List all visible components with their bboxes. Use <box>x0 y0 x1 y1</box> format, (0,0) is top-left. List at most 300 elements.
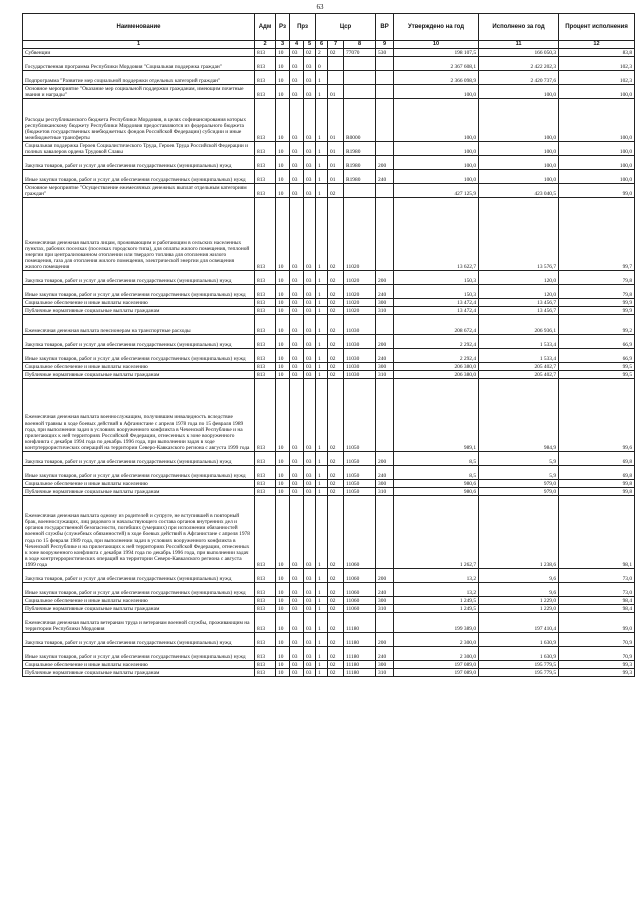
prz-sub-code: 03 <box>304 488 316 496</box>
approved-amount: 13,2 <box>394 569 479 583</box>
prz-sub-code: 03 <box>304 142 316 156</box>
column-number: 11 <box>479 41 559 49</box>
approved-amount: 980,6 <box>394 480 479 488</box>
execution-percent: 69,8 <box>559 452 635 466</box>
adm-code: 813 <box>255 633 276 647</box>
csr-program-code: 1 <box>316 661 328 669</box>
table-row <box>23 480 635 488</box>
execution-percent: 102,3 <box>559 71 635 85</box>
prz-sub-code: 03 <box>304 371 316 379</box>
csr-program-code: 1 <box>316 452 328 466</box>
csr-direction-code <box>344 57 376 71</box>
vr-code <box>376 379 394 452</box>
row-name: Субвенции <box>23 49 255 57</box>
prz-code: 03 <box>290 669 304 677</box>
execution-percent: 99,7 <box>559 198 635 271</box>
rz-code: 10 <box>276 142 290 156</box>
vr-code: 240 <box>376 647 394 661</box>
prz-code: 03 <box>290 452 304 466</box>
adm-code: 813 <box>255 170 276 184</box>
table-row <box>23 669 635 677</box>
executed-amount: 120,0 <box>479 285 559 299</box>
prz-code: 03 <box>290 315 304 335</box>
csr-program-code: 1 <box>316 142 328 156</box>
header-rz: Рз <box>276 14 290 41</box>
csr-direction-code: 11180 <box>344 647 376 661</box>
table-row <box>23 99 635 142</box>
prz-sub-code: 03 <box>304 71 316 85</box>
rz-code: 10 <box>276 466 290 480</box>
column-number: 3 <box>276 41 290 49</box>
adm-code: 813 <box>255 569 276 583</box>
page-number: 63 <box>316 3 324 11</box>
prz-code: 03 <box>290 299 304 307</box>
executed-amount: 205 402,7 <box>479 363 559 371</box>
rz-code: 10 <box>276 71 290 85</box>
csr-event-code: 01 <box>328 156 344 170</box>
csr-direction-code: 11050 <box>344 480 376 488</box>
approved-amount: 980,6 <box>394 488 479 496</box>
column-number: 9 <box>376 41 394 49</box>
csr-event-code: 02 <box>328 349 344 363</box>
csr-event-code: 02 <box>328 496 344 569</box>
csr-event-code: 02 <box>328 452 344 466</box>
row-name: Публичные нормативные социальные выплаты гражданам <box>23 605 255 613</box>
vr-code: 310 <box>376 605 394 613</box>
csr-direction-code: 11060 <box>344 496 376 569</box>
executed-amount: 1 229,0 <box>479 597 559 605</box>
execution-percent: 99,3 <box>559 669 635 677</box>
row-name: Закупка товаров, работ и услуг для обеспечения государственных (муниципальных) нужд <box>23 271 255 285</box>
csr-direction-code: 11020 <box>344 285 376 299</box>
header-adm: Адм <box>255 14 276 41</box>
csr-program-code: 1 <box>316 480 328 488</box>
vr-code: 240 <box>376 285 394 299</box>
approved-amount: 100,0 <box>394 99 479 142</box>
table-row <box>23 613 635 633</box>
csr-program-code: 1 <box>316 488 328 496</box>
csr-direction-code: 11030 <box>344 371 376 379</box>
header-vr: ВР <box>376 14 394 41</box>
execution-percent: 99,0 <box>559 613 635 633</box>
executed-amount: 1 533,4 <box>479 349 559 363</box>
rz-code: 10 <box>276 583 290 597</box>
approved-amount: 2 300,0 <box>394 647 479 661</box>
csr-program-code: 1 <box>316 315 328 335</box>
prz-sub-code: 03 <box>304 633 316 647</box>
csr-event-code: 02 <box>328 379 344 452</box>
approved-amount: 2 300,0 <box>394 633 479 647</box>
csr-direction-code: R1980 <box>344 142 376 156</box>
table-row <box>23 349 635 363</box>
vr-code <box>376 613 394 633</box>
executed-amount: 195 779,5 <box>479 669 559 677</box>
csr-event-code: 02 <box>328 488 344 496</box>
rz-code: 10 <box>276 597 290 605</box>
csr-event-code: 02 <box>328 605 344 613</box>
prz-code: 03 <box>290 597 304 605</box>
execution-percent: 66,9 <box>559 335 635 349</box>
prz-sub-code: 03 <box>304 613 316 633</box>
execution-percent: 100,0 <box>559 170 635 184</box>
csr-direction-code <box>344 85 376 99</box>
rz-code: 10 <box>276 480 290 488</box>
prz-sub-code: 03 <box>304 583 316 597</box>
row-name: Закупка товаров, работ и услуг для обеспечения государственных (муниципальных) нужд <box>23 156 255 170</box>
column-number: 5 <box>304 41 316 49</box>
csr-direction-code: 11060 <box>344 583 376 597</box>
row-name: Закупка товаров, работ и услуг для обеспечения государственных (муниципальных) нужд <box>23 633 255 647</box>
approved-amount: 2 367 608,1 <box>394 57 479 71</box>
prz-code: 03 <box>290 496 304 569</box>
table-row <box>23 605 635 613</box>
executed-amount: 9,6 <box>479 569 559 583</box>
row-name: Ежемесячная денежная выплата лицам, проживающим и работающим в сельских населенных пунктах, рабочих поселках (поселках городского типа), для оплаты жилого помещения, теплоной энергии при централизованном отоплении или твердого топлива для отопления жилого помещения, газа для отопления жилого помещения, электрической энергии для освещения жилого помещения <box>23 198 255 271</box>
csr-program-code: 1 <box>316 633 328 647</box>
prz-code: 03 <box>290 661 304 669</box>
csr-event-code: 02 <box>328 669 344 677</box>
vr-code <box>376 184 394 198</box>
row-name: Социальное обеспечение и иные выплаты населению <box>23 480 255 488</box>
execution-percent: 70,9 <box>559 647 635 661</box>
row-name: Социальное обеспечение и иные выплаты населению <box>23 363 255 371</box>
prz-sub-code: 03 <box>304 363 316 371</box>
csr-program-code: 1 <box>316 613 328 633</box>
prz-code: 03 <box>290 170 304 184</box>
vr-code <box>376 496 394 569</box>
execution-percent: 70,9 <box>559 633 635 647</box>
adm-code: 813 <box>255 371 276 379</box>
prz-code: 03 <box>290 633 304 647</box>
vr-code: 300 <box>376 661 394 669</box>
budget-table <box>22 13 635 677</box>
rz-code: 10 <box>276 198 290 271</box>
csr-direction-code: 11180 <box>344 613 376 633</box>
execution-percent: 98,4 <box>559 597 635 605</box>
table-row <box>23 307 635 315</box>
executed-amount: 195 779,5 <box>479 661 559 669</box>
vr-code: 200 <box>376 156 394 170</box>
executed-amount: 1 533,4 <box>479 335 559 349</box>
table-row <box>23 198 635 271</box>
rz-code: 10 <box>276 184 290 198</box>
adm-code: 813 <box>255 605 276 613</box>
executed-amount: 9,6 <box>479 583 559 597</box>
csr-direction-code: 11180 <box>344 661 376 669</box>
table-row <box>23 371 635 379</box>
adm-code: 813 <box>255 379 276 452</box>
adm-code: 813 <box>255 335 276 349</box>
csr-program-code: 1 <box>316 170 328 184</box>
rz-code: 10 <box>276 271 290 285</box>
csr-event-code: 02 <box>328 299 344 307</box>
table-row <box>23 488 635 496</box>
csr-event-code: 02 <box>328 633 344 647</box>
execution-percent: 69,8 <box>559 466 635 480</box>
approved-amount: 100,0 <box>394 170 479 184</box>
prz-sub-code: 03 <box>304 335 316 349</box>
adm-code: 813 <box>255 669 276 677</box>
row-name: Социальная поддержка Героев Социалистического Труда, Героев Труда Российской Федерации и полных кавалеров ордена Трудовой Славы <box>23 142 255 156</box>
vr-code: 200 <box>376 335 394 349</box>
prz-code: 03 <box>290 307 304 315</box>
executed-amount: 1 630,9 <box>479 647 559 661</box>
rz-code: 10 <box>276 99 290 142</box>
approved-amount: 8,5 <box>394 466 479 480</box>
row-name: Ежемесячная денежная выплата одному из родителей и супруге, не вступившей в повторный брак, военнослужащих, лиц рядового и начальствующего состава органов внутренних дел и органов государственной безопасности, погибших (умерших) при исполнении обязанностей военной службы (служебных обязанностей) в ходе боевых действий в Афганистане с апреля 1978 года по 15 февраля 1989 года, при выполнении задач в условиях вооруженного конфликта в Чеченской Республике и на прилегающих к ней территориях Российской Федерации, отнесенных к зоне вооруженного конфликта с декабря 1994 года по декабрь 1996 года, при выполнении задач в ходе контртеррористических операций на территории Северо-Кавказского региона с августа 1999 года <box>23 496 255 569</box>
vr-code: 530 <box>376 49 394 57</box>
approved-amount: 427 125,9 <box>394 184 479 198</box>
row-name: Иные закупки товаров, работ и услуг для обеспечения государственных (муниципальных) нужд <box>23 349 255 363</box>
prz-sub-code: 03 <box>304 170 316 184</box>
executed-amount: 1 229,0 <box>479 605 559 613</box>
csr-direction-code: 11020 <box>344 198 376 271</box>
executed-amount: 13 456,7 <box>479 299 559 307</box>
prz-code: 03 <box>290 156 304 170</box>
table-row <box>23 633 635 647</box>
vr-code: 200 <box>376 569 394 583</box>
approved-amount: 1 249,5 <box>394 597 479 605</box>
executed-amount: 100,0 <box>479 85 559 99</box>
prz-sub-code: 03 <box>304 349 316 363</box>
row-name: Социальное обеспечение и иные выплаты населению <box>23 299 255 307</box>
approved-amount: 198 107,5 <box>394 49 479 57</box>
prz-code: 03 <box>290 198 304 271</box>
column-number: 6 <box>316 41 328 49</box>
executed-amount: 2 420 737,6 <box>479 71 559 85</box>
executed-amount: 206 936,1 <box>479 315 559 335</box>
row-name: Социальное обеспечение и иные выплаты населению <box>23 597 255 605</box>
csr-direction-code: 11060 <box>344 605 376 613</box>
prz-code: 03 <box>290 57 304 71</box>
rz-code: 10 <box>276 335 290 349</box>
prz-sub-code: 03 <box>304 480 316 488</box>
adm-code: 813 <box>255 99 276 142</box>
csr-program-code: 1 <box>316 647 328 661</box>
approved-amount: 197 089,0 <box>394 661 479 669</box>
executed-amount: 13 576,7 <box>479 198 559 271</box>
csr-direction-code: 11030 <box>344 335 376 349</box>
prz-sub-code: 03 <box>304 285 316 299</box>
csr-event-code: 02 <box>328 661 344 669</box>
csr-event-code: 02 <box>328 335 344 349</box>
csr-direction-code: 11020 <box>344 271 376 285</box>
table-row <box>23 142 635 156</box>
execution-percent: 100,0 <box>559 99 635 142</box>
csr-program-code: 1 <box>316 569 328 583</box>
table-row <box>23 661 635 669</box>
prz-code: 03 <box>290 583 304 597</box>
csr-program-code: 1 <box>316 597 328 605</box>
adm-code: 813 <box>255 271 276 285</box>
csr-direction-code <box>344 184 376 198</box>
table-row <box>23 452 635 466</box>
prz-sub-code: 03 <box>304 379 316 452</box>
adm-code: 813 <box>255 466 276 480</box>
column-number-row <box>23 41 635 49</box>
prz-sub-code: 03 <box>304 99 316 142</box>
header-row <box>23 14 635 41</box>
csr-program-code: 1 <box>316 156 328 170</box>
execution-percent: 99,2 <box>559 315 635 335</box>
prz-sub-code: 03 <box>304 184 316 198</box>
csr-program-code: 1 <box>316 371 328 379</box>
vr-code: 300 <box>376 299 394 307</box>
header-percent: Процент исполнения <box>559 14 635 41</box>
csr-program-code: 1 <box>316 307 328 315</box>
execution-percent: 99,5 <box>559 363 635 371</box>
vr-code <box>376 85 394 99</box>
rz-code: 10 <box>276 647 290 661</box>
csr-program-code: 1 <box>316 184 328 198</box>
prz-code: 03 <box>290 85 304 99</box>
approved-amount: 8,5 <box>394 452 479 466</box>
csr-event-code: 02 <box>328 198 344 271</box>
prz-sub-code: 03 <box>304 647 316 661</box>
row-name: Основное мероприятие "Осуществление ежемесячных денежных выплат отдельным категориям граждан" <box>23 184 255 198</box>
row-name: Ежемесячная денежная выплата пенсионерам на транспортные расходы <box>23 315 255 335</box>
prz-code: 03 <box>290 488 304 496</box>
column-number: 7 <box>328 41 344 49</box>
vr-code: 240 <box>376 170 394 184</box>
execution-percent: 99,5 <box>559 371 635 379</box>
csr-event-code: 02 <box>328 363 344 371</box>
table-row <box>23 363 635 371</box>
adm-code: 813 <box>255 647 276 661</box>
prz-sub-code: 03 <box>304 271 316 285</box>
table-row <box>23 379 635 452</box>
adm-code: 813 <box>255 285 276 299</box>
vr-code: 300 <box>376 597 394 605</box>
prz-code: 03 <box>290 99 304 142</box>
adm-code: 813 <box>255 85 276 99</box>
adm-code: 813 <box>255 363 276 371</box>
row-name: Основное мероприятие "Оказание мер социальной поддержки гражданам, имеющим почетные звания и награды" <box>23 85 255 99</box>
header-prz: Прз <box>290 14 316 41</box>
csr-direction-code: R0000 <box>344 99 376 142</box>
approved-amount: 13,2 <box>394 583 479 597</box>
column-number: 12 <box>559 41 635 49</box>
row-name: Подпрограмма "Развитие мер социальной поддержки отдельных категорий граждан" <box>23 71 255 85</box>
prz-sub-code: 03 <box>304 569 316 583</box>
row-name: Публичные нормативные социальные выплаты гражданам <box>23 371 255 379</box>
executed-amount: 100,0 <box>479 99 559 142</box>
execution-percent: 79,8 <box>559 285 635 299</box>
approved-amount: 2 366 098,9 <box>394 71 479 85</box>
rz-code: 10 <box>276 285 290 299</box>
csr-direction-code: 11020 <box>344 307 376 315</box>
vr-code <box>376 71 394 85</box>
csr-program-code: 0 <box>316 57 328 71</box>
csr-event-code: 01 <box>328 170 344 184</box>
csr-program-code: 1 <box>316 271 328 285</box>
csr-event-code: 02 <box>328 569 344 583</box>
rz-code: 10 <box>276 669 290 677</box>
row-name: Иные закупки товаров, работ и услуг для обеспечения государственных (муниципальных) нужд <box>23 583 255 597</box>
vr-code: 300 <box>376 363 394 371</box>
prz-code: 03 <box>290 480 304 488</box>
adm-code: 813 <box>255 307 276 315</box>
execution-percent: 99,9 <box>559 307 635 315</box>
csr-direction-code: 11180 <box>344 669 376 677</box>
csr-event-code: 02 <box>328 583 344 597</box>
approved-amount: 989,1 <box>394 379 479 452</box>
csr-program-code: 1 <box>316 583 328 597</box>
rz-code: 10 <box>276 307 290 315</box>
row-name: Публичные нормативные социальные выплаты гражданам <box>23 669 255 677</box>
row-name: Расходы республиканского бюджета Республики Мордовия, в целях софинансирования которых республиканскому бюджету Республики Мордовия предоставляются из федерального бюджета (бюджетов государственных внебюджетных фондов Российской Федерации) субсидии и иные межбюджетные трансферты <box>23 99 255 142</box>
csr-event-code: 01 <box>328 85 344 99</box>
rz-code: 10 <box>276 363 290 371</box>
table-row <box>23 496 635 569</box>
csr-event-code: 02 <box>328 647 344 661</box>
vr-code: 200 <box>376 633 394 647</box>
row-name: Государственная программа Республики Мордовия "Социальная поддержка граждан" <box>23 57 255 71</box>
prz-sub-code: 03 <box>304 156 316 170</box>
rz-code: 10 <box>276 488 290 496</box>
csr-event-code: 01 <box>328 142 344 156</box>
prz-sub-code: 03 <box>304 307 316 315</box>
adm-code: 813 <box>255 661 276 669</box>
execution-percent: 100,0 <box>559 156 635 170</box>
execution-percent: 99,6 <box>559 379 635 452</box>
approved-amount: 13 472,4 <box>394 299 479 307</box>
execution-percent: 73,0 <box>559 583 635 597</box>
prz-sub-code: 02 <box>304 49 316 57</box>
csr-direction-code: R1980 <box>344 170 376 184</box>
prz-code: 03 <box>290 363 304 371</box>
vr-code: 240 <box>376 349 394 363</box>
rz-code: 10 <box>276 452 290 466</box>
approved-amount: 197 089,0 <box>394 669 479 677</box>
csr-program-code: 1 <box>316 85 328 99</box>
rz-code: 10 <box>276 299 290 307</box>
csr-direction-code: 11020 <box>344 299 376 307</box>
adm-code: 813 <box>255 315 276 335</box>
rz-code: 10 <box>276 49 290 57</box>
csr-direction-code: 11050 <box>344 488 376 496</box>
executed-amount: 100,0 <box>479 170 559 184</box>
prz-sub-code: 03 <box>304 669 316 677</box>
rz-code: 10 <box>276 605 290 613</box>
approved-amount: 100,0 <box>394 156 479 170</box>
approved-amount: 100,0 <box>394 85 479 99</box>
table-row <box>23 583 635 597</box>
rz-code: 10 <box>276 371 290 379</box>
rz-code: 10 <box>276 613 290 633</box>
approved-amount: 2 292,4 <box>394 349 479 363</box>
csr-event-code: 02 <box>328 466 344 480</box>
table-row <box>23 156 635 170</box>
rz-code: 10 <box>276 57 290 71</box>
csr-event-code: 02 <box>328 271 344 285</box>
adm-code: 813 <box>255 299 276 307</box>
adm-code: 813 <box>255 488 276 496</box>
column-number: 2 <box>255 41 276 49</box>
vr-code: 310 <box>376 488 394 496</box>
csr-event-code <box>328 57 344 71</box>
prz-code: 03 <box>290 379 304 452</box>
prz-sub-code: 03 <box>304 299 316 307</box>
csr-program-code: 1 <box>316 466 328 480</box>
row-name: Ежемесячная денежная выплата военнослужащим, получившим инвалидность вследствие военной травмы в ходе боевых действий в Афганистане с апреля 1978 года по 15 февраля 1989 года, при выполнении задач в условиях вооруженного конфликта в Чеченской Республике и на прилегающих к ней территориях Российской Федерации, отнесенных к зоне вооруженного конфликта с декабря 1994 года по декабрь 1996 года, при выполнении задач в ходе контртеррористических операций на территории Северо-Кавказского региона с августа 1999 года <box>23 379 255 452</box>
csr-direction-code: 11030 <box>344 363 376 371</box>
csr-event-code: 02 <box>328 285 344 299</box>
header-executed: Исполнено за год <box>479 14 559 41</box>
row-name: Закупка товаров, работ и услуг для обеспечения государственных (муниципальных) нужд <box>23 452 255 466</box>
executed-amount: 120,0 <box>479 271 559 285</box>
executed-amount: 979,0 <box>479 480 559 488</box>
